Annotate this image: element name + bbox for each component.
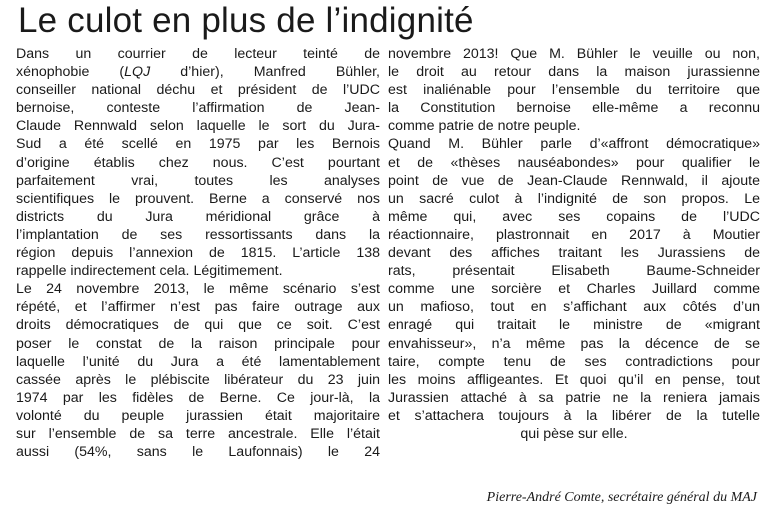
text-line: poser le constat de la raison principale pour: [16, 335, 380, 352]
text-line: et de «thèses nauséabondes» pour qualifier le: [388, 154, 760, 171]
text-line: novembre 2013! Que M. Bühler le veuille ou non,: [388, 46, 760, 62]
text-line: Dans un courrier de lecteur teinté de: [16, 46, 380, 62]
text-line: comme patrie de notre peuple.: [388, 118, 581, 135]
right-column: [388, 45, 760, 443]
text-line: qui pèse sur elle.: [520, 425, 628, 442]
text-line: comme une sorcière et Charles Juillard comme: [388, 281, 760, 298]
text-line: un mafioso, tout en s’affichant aux côtés d’un: [388, 299, 760, 316]
text-line: Claude Rennwald selon laquelle le sort du Jura-: [16, 118, 380, 135]
text-line: le droit au retour dans la maison jurassienne: [388, 64, 760, 81]
text-line: taire, compte tenu de ses contradictions pour: [388, 353, 760, 370]
text-line: Quand M. Bühler parle d’«affront démocratique»: [388, 136, 760, 153]
text-line: est inaliénable pour l’ensemble du territoire que: [388, 82, 760, 99]
text-line: l’implantation de ses ressortissants dans la: [16, 226, 380, 243]
text-line: enragé qui traitait le ministre de «migrant: [388, 317, 760, 334]
text-line: rappelle indirectement cela. Légitimement.: [16, 263, 283, 280]
text-span: xénophobie (: [16, 64, 125, 81]
text-line: d’origine établis chez nous. C’est pourtant: [16, 154, 380, 171]
text-line: Jurassien attaché à sa patrie ne la reniera jamais: [388, 389, 760, 406]
text-line: aussi (54%, sans le Laufonnais) le 24: [16, 444, 380, 461]
text-line: scientifiques le prouvent. Berne a conservé nos: [16, 190, 380, 207]
text-line: cassée après le plébiscite libérateur du 23 juin: [16, 371, 380, 388]
text-line: et s’attachera toujours à la libérer de la tutelle: [388, 407, 760, 424]
text-line: laquelle l’unité du Jura a été lamentablement: [16, 353, 380, 370]
text-line: même qui, avec ses copains de l’UDC: [388, 208, 760, 225]
text-line: envahisseur», n’a même pas la décence de se: [388, 335, 760, 352]
text-line: réactionnaire, plastronnait en 2017 à Moutier: [388, 226, 760, 243]
author-signature: Pierre-André Comte, secrétaire général du MAJ: [486, 490, 757, 505]
text-line: Sud a été scellé en 1975 par les Bernois: [16, 136, 380, 153]
text-line: les moins affligeantes. Et quoi qu’il en pense, tout: [388, 371, 760, 388]
text-line: volonté du peuple jurassien était majoritaire: [16, 407, 380, 424]
text-line: un sacré culot à l’indignité de son propos. Le: [388, 190, 760, 207]
text-line: [16, 63, 380, 81]
text-line: répété, et l’affirmer n’est pas faire outrage aux: [16, 299, 380, 316]
text-line: sur l’ensemble de sa terre ancestrale. Elle l’était: [16, 425, 380, 442]
text-line: la Constitution bernoise elle-même a reconnu: [388, 100, 760, 117]
headline: Le culot en plus de l’indignité: [18, 1, 474, 40]
text-line: districts du Jura méridional grâce à: [16, 208, 380, 225]
text-span: d’hier), Manfred Bühler,: [150, 64, 380, 81]
text-line: région depuis l’annexion de 1815. L’article 138: [16, 245, 380, 262]
text-line: rats, présentait Elisabeth Baume-Schneider: [388, 263, 760, 280]
text-line: point de vue de Jean-Claude Rennwald, il ajoute: [388, 172, 760, 189]
left-column: [16, 45, 380, 461]
text-line: bernoise, conteste l’affirmation de Jean-: [16, 100, 380, 117]
text-line: 1974 par les fidèles de Berne. Ce jour-là, la: [16, 389, 380, 406]
text-line: parfaitement vrai, toutes les analyses: [16, 172, 380, 189]
newspaper-abbreviation: LQJ: [124, 64, 151, 81]
text-line: conseiller national déchu et président de l’UDC: [16, 82, 380, 99]
text-line: droits démocratiques de qui que ce soit. C’est: [16, 317, 380, 334]
text-line: devant des affiches traitant les Jurassiens de: [388, 245, 760, 262]
text-line: Le 24 novembre 2013, le même scénario s’est: [16, 281, 380, 298]
